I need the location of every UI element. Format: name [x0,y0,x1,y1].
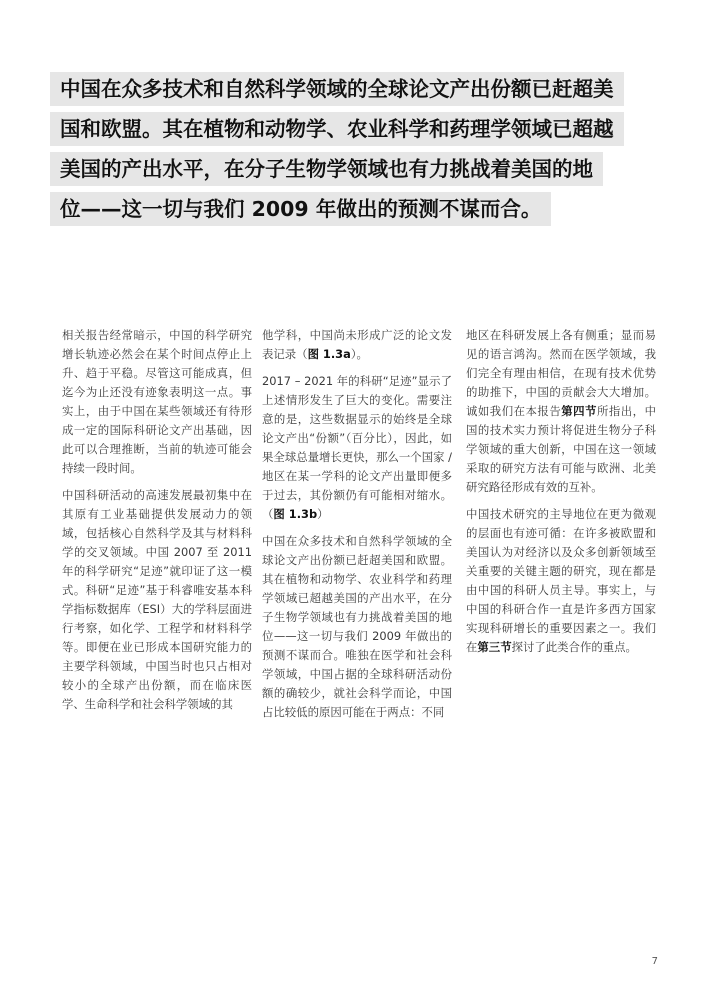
body-paragraph [466,505,656,657]
text-column-2 [262,326,452,730]
text-column-3 [466,326,656,665]
text-column-1 [62,326,252,722]
body-paragraph [262,326,452,364]
section-reference: 第四节 [561,404,597,418]
body-text: 所指出，中国的技术实力预计将促进生物分子科学领域的重大创新，中国在这一领域采取的研究方法有可能与欧洲、北美研究路径形成有效的互补。 [466,404,656,494]
pull-quote-line: 中国在众多技术和自然科学领域的全球论文产出份额已赶超美 [50,72,624,106]
body-paragraph [262,372,452,524]
body-text: 中国技术研究的主导地位在更为微观的层面也有迹可循：在许多被欧盟和美国认为对经济以及众多创新领域至关重要的关键主题的研究，现在都是由中国的科研人员主导。事实上，与中国的科研合作一直是许多西方国家实现科研增长的重要因素之一。我们在 [466,507,656,654]
body-paragraph [466,326,656,497]
pull-quote-line: 国和欧盟。其在植物和动物学、农业科学和药理学领域已超越 [50,112,624,146]
body-text: 他学科，中国尚未形成广泛的论文发表记录（ [262,328,452,361]
pull-quote [50,72,670,232]
body-text: ） [317,507,329,521]
figure-reference: 图 1.3b [273,507,318,521]
pull-quote-line: 位——这一切与我们 2009 年做出的预测不谋而合。 [50,192,551,226]
body-paragraph: 中国科研活动的高速发展最初集中在其原有工业基础提供发展动力的领域，包括核心自然科学及其与材料科学的交叉领域。中国 2007 至 2011 年的科学研究“足迹”就印证了这一模式。科研“足迹”基于科睿唯安基本科学指标数据库（ESI）大的学科层面进行考察，如化学、工程学和材料科学等。即便在业已形成本国研究能力的主要学科领域，中国当时也只占相对较小的全球产出份额，而在临床医学、生命科学和社会科学领域的其 [62,488,252,711]
page-number: 7 [651,956,658,967]
body-text: ）。 [350,347,368,361]
body-text: 探讨了此类合作的重点。 [511,640,637,654]
body-paragraph: 相关报告经常暗示，中国的科学研究增长轨迹必然会在某个时间点停止上升、趋于平稳。尽管这可能成真，但迄今为止还没有迹象表明这一点。事实上，由于中国在某些领域还有待形成一定的国际科研论文产出基础，因此可以合理推断，当前的轨迹可能会持续一段时间。 [62,328,252,475]
figure-reference: 图 1.3a [307,347,351,361]
body-text: 2017 – 2021 年的科研“足迹”显示了上述情形发生了巨大的变化。需要注意的是，这些数据显示的始终是全球论文产出“份额”（百分比），因此，如果全球总量增长更快，那么一个国家 / 地区在某一学科的论文产出量即便多于过去，其份额仍有可能相对缩水。（ [262,374,452,521]
body-paragraph: 中国在众多技术和自然科学领域的全球论文产出份额已赶超美国和欧盟。其在植物和动物学、农业科学和药理学领域已超越美国的产出水平，在分子生物学领域也有力挑战着美国的地位——这一切与我们 2009 年做出的预测不谋而合。唯独在医学和社会科学领域，中国占据的全球科研活动份额的确较少，就社会科学而论，中国占比较低的原因可能在于两点：不同 [262,534,452,719]
body-text: 地区在科研发展上各有侧重；显而易见的语言鸿沟。然而在医学领域，我们完全有理由相信，在现有技术优势的助推下，中国的贡献会大大增加。诚如我们在本报告 [466,328,656,418]
pull-quote-line: 美国的产出水平，在分子生物学领域也有力挑战着美国的地 [50,152,603,186]
section-reference: 第三节 [477,640,512,654]
